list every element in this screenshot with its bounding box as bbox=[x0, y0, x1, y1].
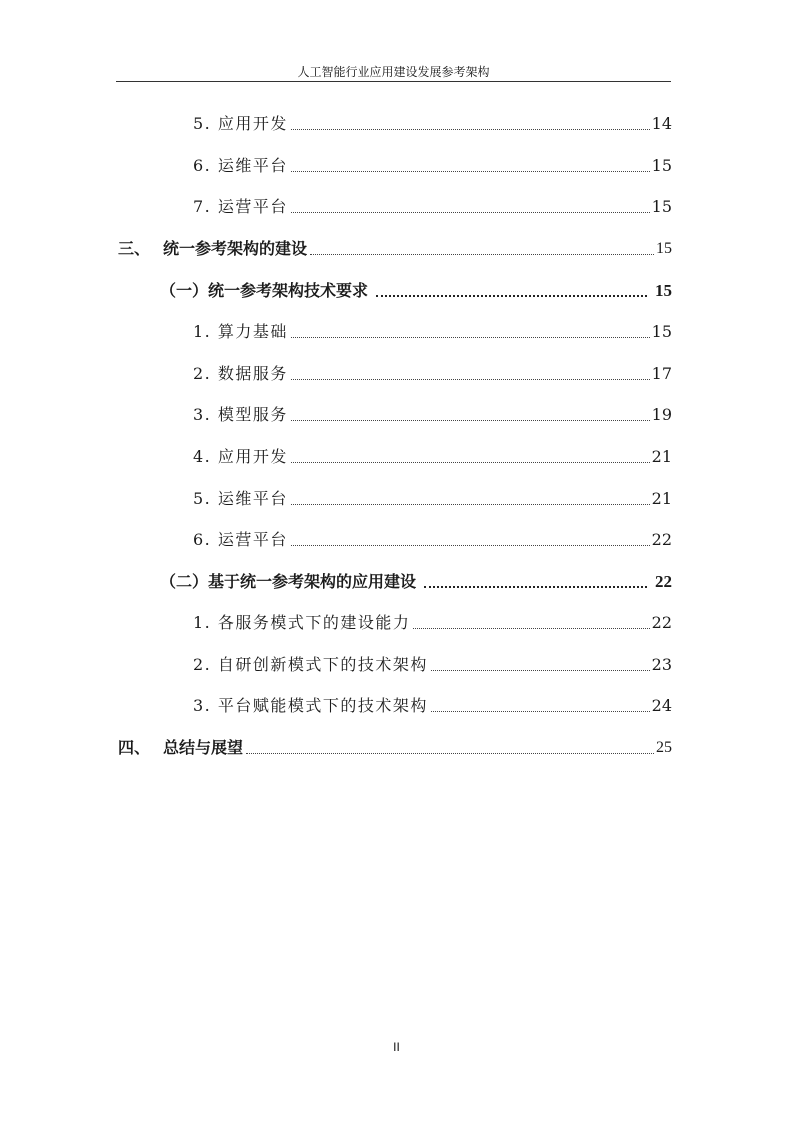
page-number-footer: II bbox=[393, 1040, 400, 1054]
toc-entry[interactable] bbox=[193, 193, 672, 217]
toc-entry[interactable] bbox=[193, 110, 672, 134]
toc-entry-label bbox=[118, 738, 243, 758]
toc-page-number: 22 bbox=[655, 572, 672, 591]
toc-chapter-number: 三、 bbox=[118, 239, 151, 258]
toc-page-number: 22 bbox=[651, 530, 672, 549]
toc-entry-label: 1. 各服务模式下的建设能力 bbox=[193, 613, 411, 632]
toc-page-number: 25 bbox=[656, 739, 672, 756]
toc-entry-label: 5. 应用开发 bbox=[193, 114, 288, 133]
toc-chapter-title: 总结与展望 bbox=[163, 738, 244, 757]
toc-entry-label: 3. 模型服务 bbox=[193, 405, 288, 424]
toc-page-number: 14 bbox=[651, 114, 672, 133]
toc-entry-label: 7. 运营平台 bbox=[193, 197, 288, 216]
toc-entry[interactable] bbox=[193, 692, 672, 716]
toc-leader-dots bbox=[310, 254, 654, 255]
toc-entry[interactable] bbox=[193, 443, 672, 467]
toc-page-number: 24 bbox=[651, 696, 672, 715]
toc-entry-label: 6. 运营平台 bbox=[193, 530, 288, 549]
toc-entry[interactable] bbox=[193, 360, 672, 384]
toc-entry-label: 2. 自研创新模式下的技术架构 bbox=[193, 655, 428, 674]
toc-page-number: 15 bbox=[651, 197, 672, 216]
toc-page-number: 21 bbox=[651, 447, 672, 466]
toc-entry[interactable] bbox=[193, 318, 672, 342]
toc-leader-dots bbox=[291, 171, 650, 172]
toc-entry-label: （一）统一参考架构技术要求 bbox=[160, 281, 369, 300]
toc-entry[interactable] bbox=[193, 152, 672, 176]
toc-chapter-entry[interactable] bbox=[118, 734, 672, 758]
toc-leader-dots bbox=[291, 504, 650, 505]
toc-leader-dots bbox=[291, 420, 650, 421]
toc-page-number: 15 bbox=[651, 322, 672, 341]
toc-entry[interactable] bbox=[193, 485, 672, 509]
toc-leader-dots bbox=[431, 670, 650, 671]
toc-leader-dots bbox=[291, 212, 650, 213]
toc-chapter-number: 四、 bbox=[118, 738, 151, 757]
toc-entry-label: 6. 运维平台 bbox=[193, 156, 288, 175]
toc-page-number: 19 bbox=[651, 405, 672, 424]
toc-entry-label: 5. 运维平台 bbox=[193, 489, 288, 508]
toc-page-number: 21 bbox=[651, 489, 672, 508]
toc-leader-dots bbox=[246, 753, 654, 754]
toc-section-entry[interactable] bbox=[160, 277, 672, 301]
toc-leader-dots bbox=[413, 628, 649, 629]
toc-leader-dots bbox=[291, 379, 650, 380]
toc-entry-label: 1. 算力基础 bbox=[193, 322, 288, 341]
toc-page-number: 15 bbox=[656, 240, 672, 257]
toc-entry-label: 4. 应用开发 bbox=[193, 447, 288, 466]
toc-page-number: 23 bbox=[651, 655, 672, 674]
toc-entry[interactable] bbox=[193, 526, 672, 550]
toc-section-entry[interactable] bbox=[160, 568, 672, 592]
toc-leader-dots bbox=[376, 295, 647, 297]
toc-leader-dots bbox=[431, 711, 650, 712]
toc-leader-dots bbox=[424, 586, 647, 588]
toc-entry[interactable] bbox=[193, 651, 672, 675]
toc-entry-label bbox=[118, 239, 307, 259]
toc-entry-label: 2. 数据服务 bbox=[193, 364, 288, 383]
toc-entry-label: （二）基于统一参考架构的应用建设 bbox=[160, 572, 417, 591]
toc-entry[interactable] bbox=[193, 401, 672, 425]
toc-page-number: 17 bbox=[651, 364, 672, 383]
toc-entry-label: 3. 平台赋能模式下的技术架构 bbox=[193, 696, 428, 715]
page-header: 人工智能行业应用建设发展参考架构 bbox=[116, 64, 671, 82]
toc-leader-dots bbox=[291, 545, 650, 546]
toc-chapter-title: 统一参考架构的建设 bbox=[163, 239, 308, 258]
toc-page-number: 15 bbox=[655, 281, 672, 300]
toc-leader-dots bbox=[291, 462, 650, 463]
toc-entry[interactable] bbox=[193, 609, 672, 633]
toc-leader-dots bbox=[291, 129, 650, 130]
toc-leader-dots bbox=[291, 337, 650, 338]
toc-page-number: 15 bbox=[651, 156, 672, 175]
toc-page-number: 22 bbox=[651, 613, 672, 632]
toc-chapter-entry[interactable] bbox=[118, 235, 672, 259]
